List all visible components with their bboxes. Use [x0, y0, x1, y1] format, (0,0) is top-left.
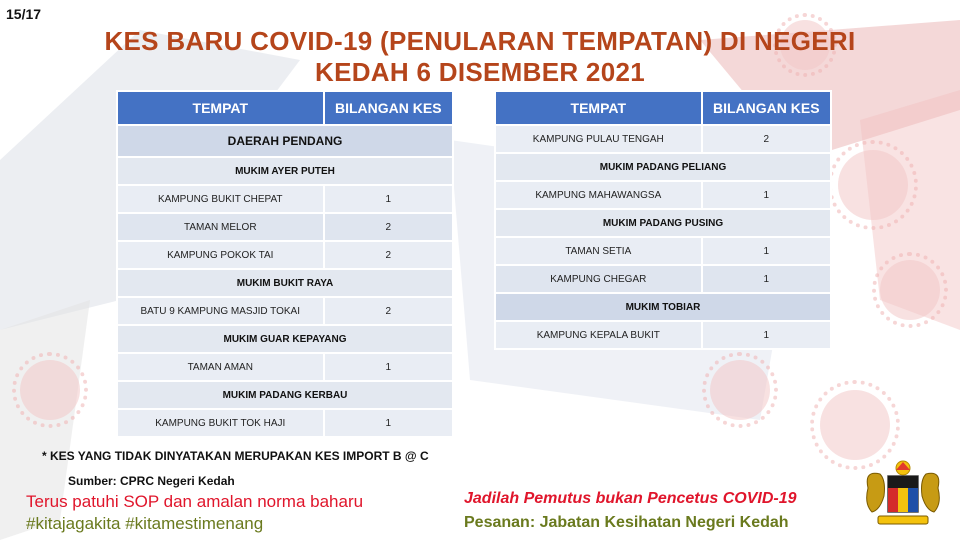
place-cell: BATU 9 KAMPUNG MASJID TOKAI	[117, 297, 324, 325]
virus-illustration	[820, 390, 890, 460]
page-number: 15/17	[6, 6, 42, 22]
virus-illustration	[838, 150, 908, 220]
mukim-label: MUKIM GUAR KEPAYANG	[117, 325, 453, 353]
table-row	[117, 353, 453, 381]
mukim-row	[495, 153, 831, 181]
table-row	[117, 409, 453, 437]
hashtags: #kitajagakita #kitamestimenang	[26, 514, 264, 533]
header-place: TEMPAT	[495, 91, 702, 125]
daerah-label: DAERAH PENDANG	[117, 125, 453, 157]
table-row	[495, 321, 831, 349]
place-cell: TAMAN AMAN	[117, 353, 324, 381]
right-cases-table	[494, 90, 832, 350]
count-cell: 1	[324, 185, 453, 213]
mukim-label: MUKIM TOBIAR	[495, 293, 831, 321]
mukim-row	[495, 293, 831, 321]
mukim-row	[117, 381, 453, 409]
pesanan-text: Pesanan: Jabatan Kesihatan Negeri Kedah	[464, 514, 789, 531]
daerah-row	[117, 125, 453, 157]
table-row	[117, 213, 453, 241]
count-cell: 1	[702, 181, 831, 209]
place-cell: KAMPUNG POKOK TAI	[117, 241, 324, 269]
sop-message: Terus patuhi SOP dan amalan norma baharu	[26, 492, 364, 511]
virus-illustration	[880, 260, 940, 320]
place-cell: TAMAN MELOR	[117, 213, 324, 241]
mukim-row	[117, 325, 453, 353]
count-cell: 1	[324, 353, 453, 381]
mukim-label: MUKIM PADANG PUSING	[495, 209, 831, 237]
place-cell: TAMAN SETIA	[495, 237, 702, 265]
mukim-row	[117, 157, 453, 185]
mukim-label: MUKIM AYER PUTEH	[117, 157, 453, 185]
count-cell: 1	[702, 321, 831, 349]
table-row	[495, 237, 831, 265]
count-cell: 2	[324, 297, 453, 325]
mukim-label: MUKIM PADANG PELIANG	[495, 153, 831, 181]
mukim-label: MUKIM BUKIT RAYA	[117, 269, 453, 297]
mukim-row	[495, 209, 831, 237]
table-row	[495, 125, 831, 153]
table-row	[117, 185, 453, 213]
table-header-row	[117, 91, 453, 125]
header-count: BILANGAN KES	[324, 91, 453, 125]
slogan: Jadilah Pemutus bukan Pencetus COVID-19	[464, 490, 797, 507]
table-row	[117, 241, 453, 269]
virus-illustration	[710, 360, 770, 420]
table-header-row	[495, 91, 831, 125]
place-cell: KAMPUNG MAHAWANGSA	[495, 181, 702, 209]
mukim-label: MUKIM PADANG KERBAU	[117, 381, 453, 409]
place-cell: KAMPUNG PULAU TENGAH	[495, 125, 702, 153]
state-crest-icon	[858, 458, 948, 530]
place-cell: KAMPUNG BUKIT CHEPAT	[117, 185, 324, 213]
count-cell: 1	[702, 237, 831, 265]
source-text: Sumber: CPRC Negeri Kedah	[68, 474, 235, 488]
place-cell: KAMPUNG KEPALA BUKIT	[495, 321, 702, 349]
header-count: BILANGAN KES	[702, 91, 831, 125]
count-cell: 2	[324, 241, 453, 269]
place-cell: KAMPUNG BUKIT TOK HAJI	[117, 409, 324, 437]
count-cell: 1	[702, 265, 831, 293]
footnote: * KES YANG TIDAK DINYATAKAN MERUPAKAN KES IMPORT B @ C	[42, 449, 429, 463]
page-title-line1: KES BARU COVID-19 (PENULARAN TEMPATAN) DI NEGERI	[104, 26, 856, 56]
count-cell: 1	[324, 409, 453, 437]
page-title-line2: KEDAH 6 DISEMBER 2021	[315, 57, 645, 87]
count-cell: 2	[324, 213, 453, 241]
table-row	[495, 181, 831, 209]
virus-illustration	[20, 360, 80, 420]
table-row	[117, 297, 453, 325]
left-cases-table	[116, 90, 454, 438]
header-place: TEMPAT	[117, 91, 324, 125]
table-row	[495, 265, 831, 293]
count-cell: 2	[702, 125, 831, 153]
place-cell: KAMPUNG CHEGAR	[495, 265, 702, 293]
mukim-row	[117, 269, 453, 297]
